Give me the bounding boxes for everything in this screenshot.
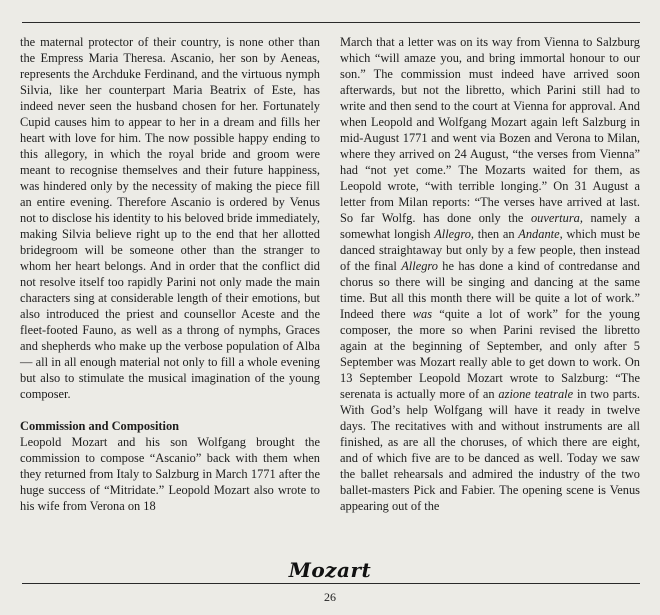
text-segment: in two parts. With God’s help Wolfgang will have it ready in twelve days. The recitatives with and without instruments are all finished, as are all the choruses, of which there are eight, and of which five are to be danced as well. Today we saw the ballet rehearsals and admired the industry of the two ballet-masters Pick and Fabier. The opening scene is Venus appearing out of the	[340, 387, 640, 513]
italic-term: Allegro,	[434, 227, 475, 241]
italic-term: was	[412, 307, 433, 321]
text-segment: namely a somewhat longish	[340, 211, 640, 241]
body-paragraph: the maternal protector of their country, is none other than the Empress Maria Theresa. Ascanio, her son by Aeneas, represents the Archduke Ferdinand, and the virtuous nymph Silvia, like her counterpart Maria Beatrix of Este, has indeed never seen the husband chosen for her. Fortunately Cupid causes him to appear to her in a dream and fills her heart with love for him. The now possible happy ending to this allegory, in which the royal bride and groom were meant to recognise themselves and their future happiness, was hindered only by the necessity of making the piece fill an entire evening. Therefore Ascanio is ordered by Venus not to disclose his identity to his beloved bride immediately, making Silvia believe right up to the end that her allotted bridegroom will be someone other than the stranger to whom her heart belongs. And in order that the conflict did not resolve itself too rapidly Parini not only made the main characters sing at considerable length of their emotions, but also introduced the priest and counsellor Aceste and the fleet-footed Fauno, as well as a throng of nymphs, Graces and shepherds who make up the verbose population of Alba — all in all enough material not only to fill a whole evening but also to stimulate the musical imagination of the young composer.	[20, 35, 320, 401]
bottom-rule	[22, 583, 640, 584]
text-segment: then an	[474, 227, 519, 241]
body-paragraph: Leopold Mozart and his son Wolfgang brought the commission to compose “Ascanio” back with them when they returned from Italy to Salzburg in March 1771 after the huge success of “Mitridate.” Leopold Mozart also wrote to his wife from Verona on 18	[20, 435, 320, 513]
page-number: 26	[324, 590, 336, 604]
left-column	[20, 34, 320, 514]
italic-term: azione teatrale	[498, 387, 574, 401]
text-segment: March that a letter was on its way from Vienna to Salzburg which “will amaze you, and bring immortal honour to our son.” The commission must indeed have arrived soon afterwards, but not the libretto, which Parini still had to write and then send to the court at Vienna for approval. And when Leopold and Wolfgang Mozart again left Salzburg in mid-August 1771 and went via Bozen and Verona to Milan, where they arrived on 24 August, “the verses from Vienna” had “not yet come.” The Mozarts waited for them, as Leopold wrote, “with terrible longing.” On 31 August a letter from Milan reports: “The verses have arrived at last. So far Wolfg. has done only the	[340, 35, 640, 225]
top-rule	[22, 22, 640, 23]
right-column	[340, 34, 640, 514]
italic-term: ouvertura,	[530, 211, 583, 225]
body-paragraph	[340, 34, 640, 514]
text-segment: which must be danced straightaway but only by a few people, then instead of the final	[340, 227, 640, 273]
italic-term: Andante,	[518, 227, 563, 241]
text-segment: “quite a lot of work” for the young composer, the more so when Parini revised the libretto again at the beginning of September, and only after 5 September was Mozart really able to get down to work. On 13 September Leopold Mozart wrote to Salzburg: “The serenata is actually more of an	[340, 307, 640, 401]
section-heading: Commission and Composition	[20, 419, 180, 433]
text-segment: he has done a kind of contredanse and chorus so there will be singing and dancing at the same time. But all this month there will be quite a lot of work.” Indeed there	[340, 259, 640, 321]
mozart-logo: Mozart	[288, 558, 372, 582]
italic-term: Allegro	[401, 259, 438, 273]
